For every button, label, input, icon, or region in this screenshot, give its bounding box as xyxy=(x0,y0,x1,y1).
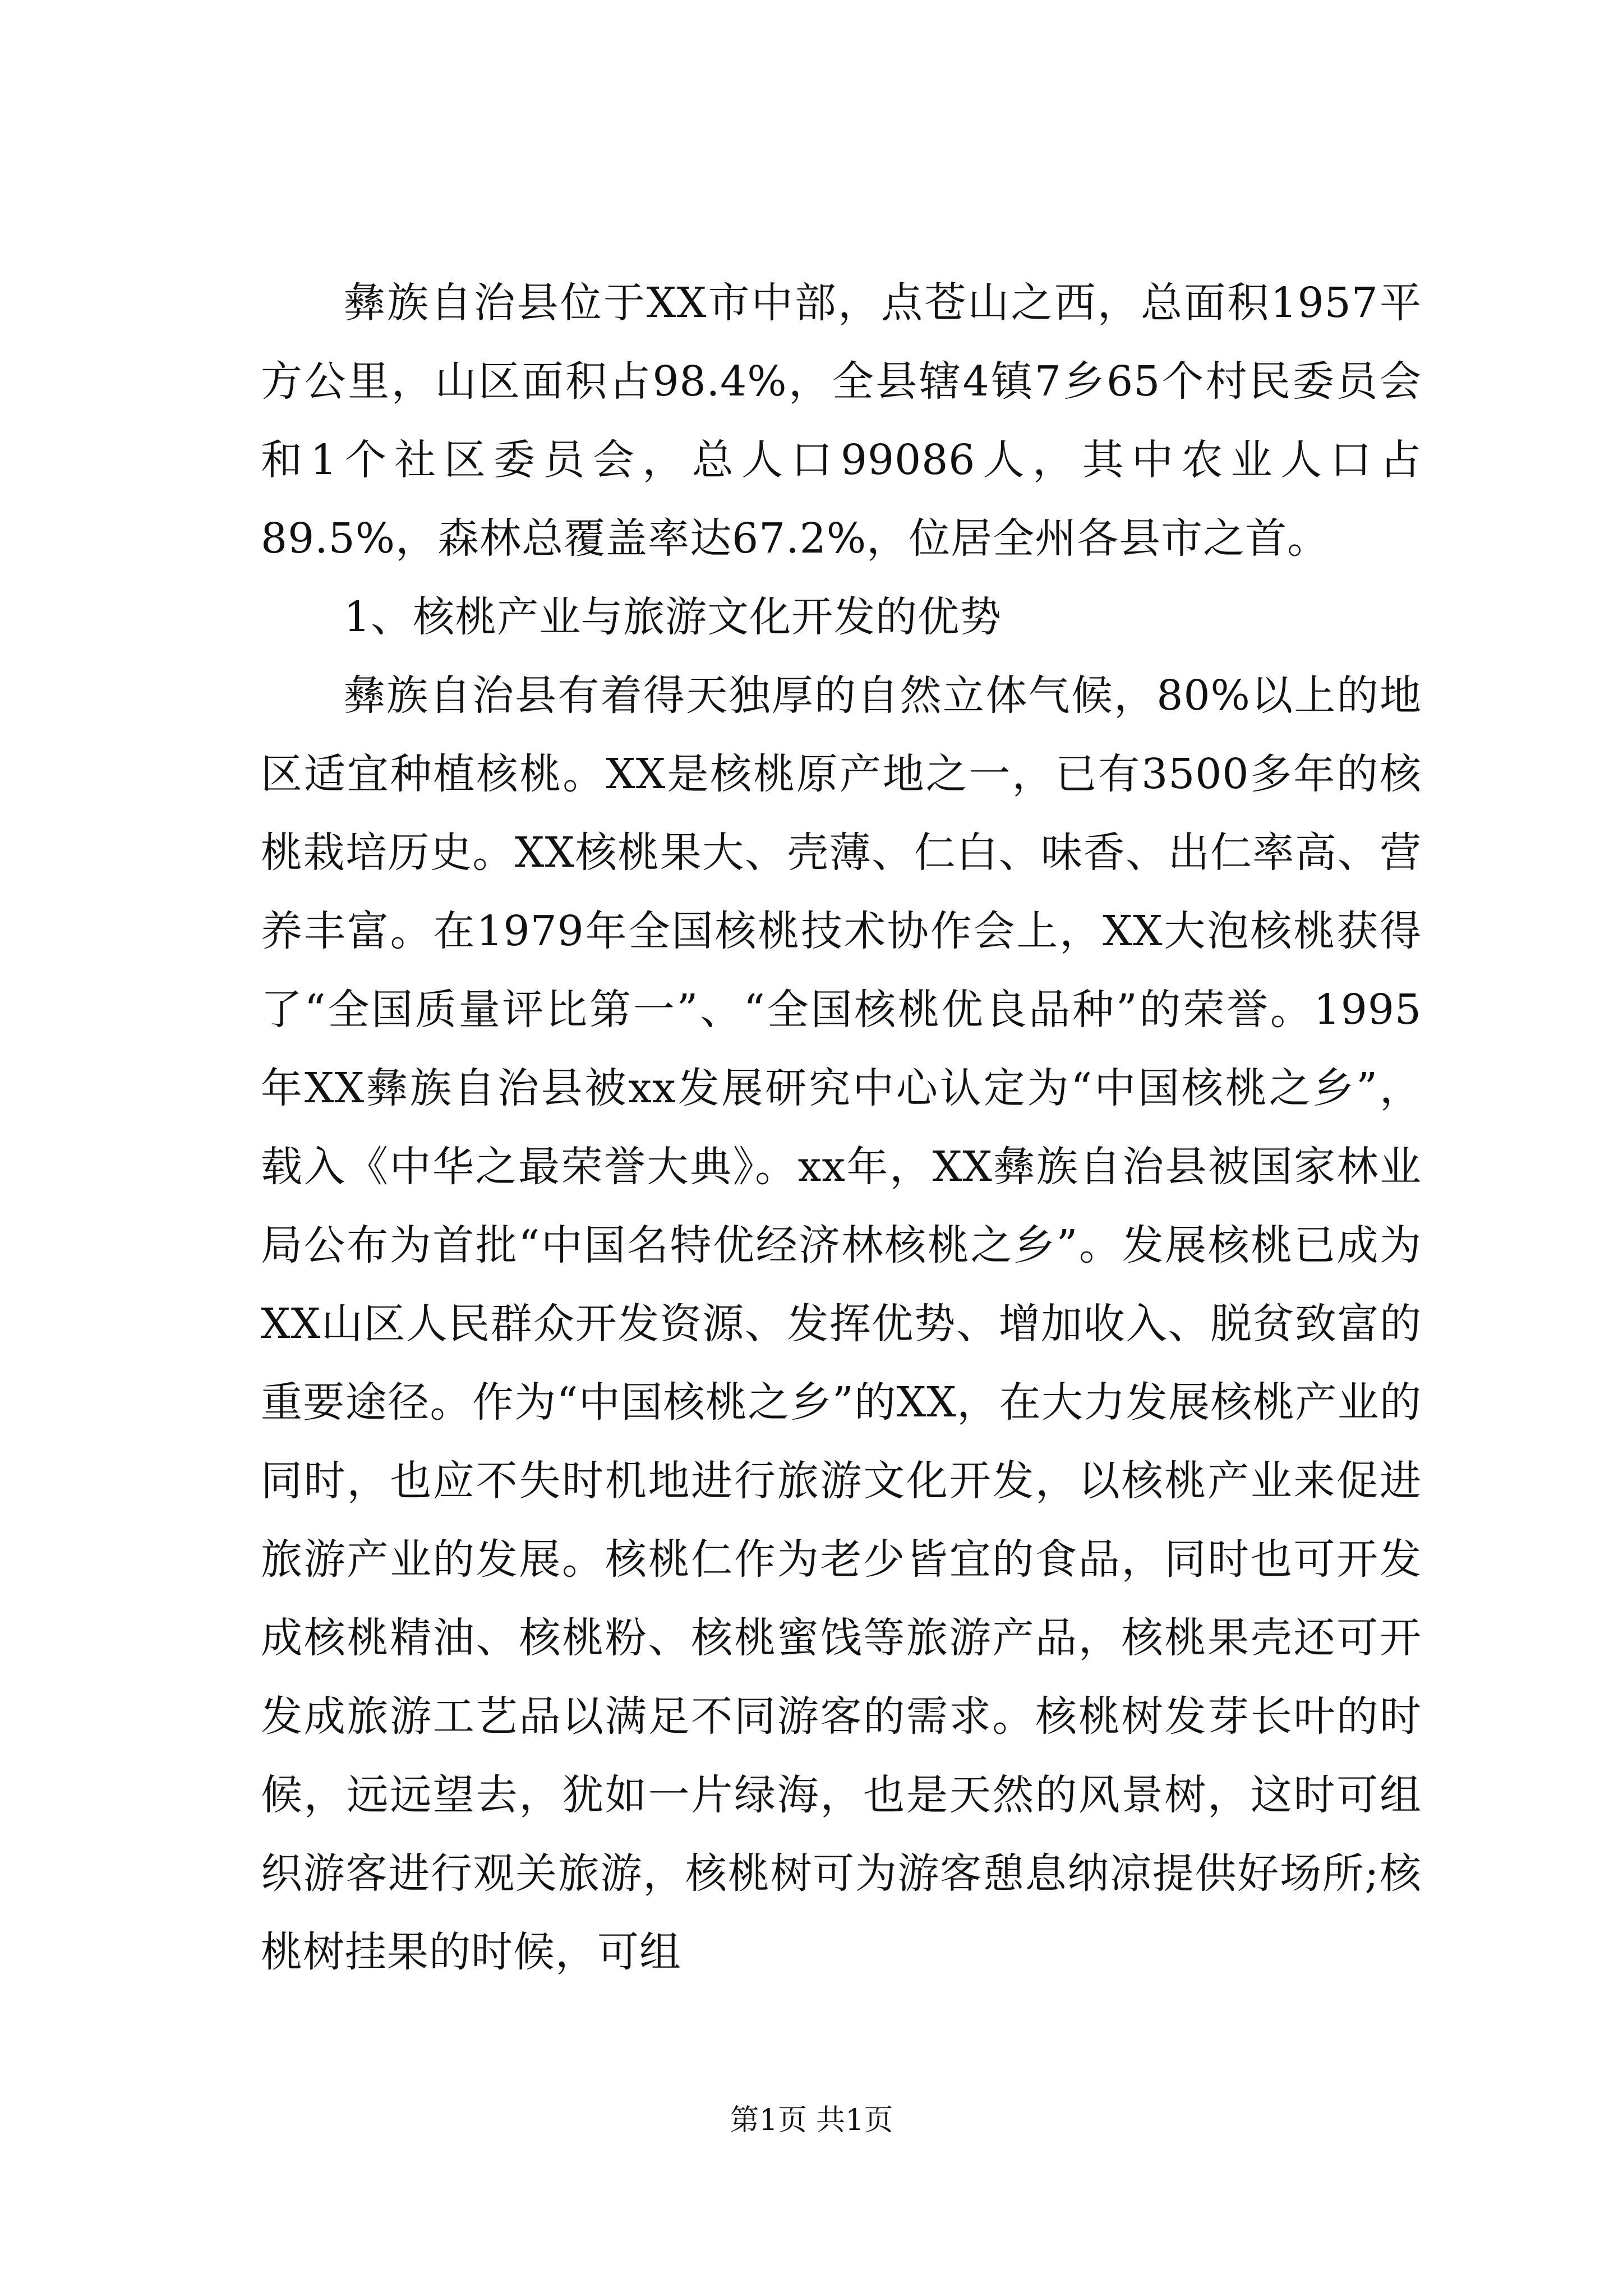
paragraph-walnut-advantages: 彝族自治县有着得天独厚的自然立体气候，80%以上的地区适宜种植核桃。XX是核桃原产地之一，已有3500多年的核桃栽培历史。XX核桃果大、壳薄、仁白、味香、出仁率高、营养丰富。在1979年全国核桃技术协作会上，XX大泡核桃获得了“全国质量评比第一”、“全国核桃优良品种”的荣誉。1995年XX彝族自治县被xx发展研究中心认定为“中国核桃之乡”，载入《中华之最荣誉大典》。xx年，XX彝族自治县被国家林业局公布为首批“中国名特优经济林核桃之乡”。发展核桃已成为XX山区人民群众开发资源、发挥优势、增加收入、脱贫致富的重要途径。作为“中国核桃之乡”的XX，在大力发展核桃产业的同时，也应不失时机地进行旅游文化开发，以核桃产业来促进旅游产业的发展。核桃仁作为老少皆宜的食品，同时也可开发成核桃精油、核桃粉、核桃蜜饯等旅游产品，核桃果壳还可开发成旅游工艺品以满足不同游客的需求。核桃树发芽长叶的时候，远远望去，犹如一片绿海，也是天然的风景树，这时可组织游客进行观关旅游，核桃树可为游客憩息纳凉提供好场所;核桃树挂果的时候，可组 xyxy=(261,671,1422,1976)
paragraph-intro: 彝族自治县位于XX市中部，点苍山之西，总面积1957平方公里，山区面积占98.4%，全县辖4镇7乡65个村民委员会和1个社区委员会，总人口99086人，其中农业人口占89.5%，森林总覆盖率达67.2%，位居全州各县市之首。 xyxy=(261,279,1422,563)
section-heading: 1、核桃产业与旅游文化开发的优势 xyxy=(344,593,1002,641)
page-footer: 第1页 共1页 xyxy=(730,2104,893,2137)
document-body xyxy=(261,264,1422,1991)
